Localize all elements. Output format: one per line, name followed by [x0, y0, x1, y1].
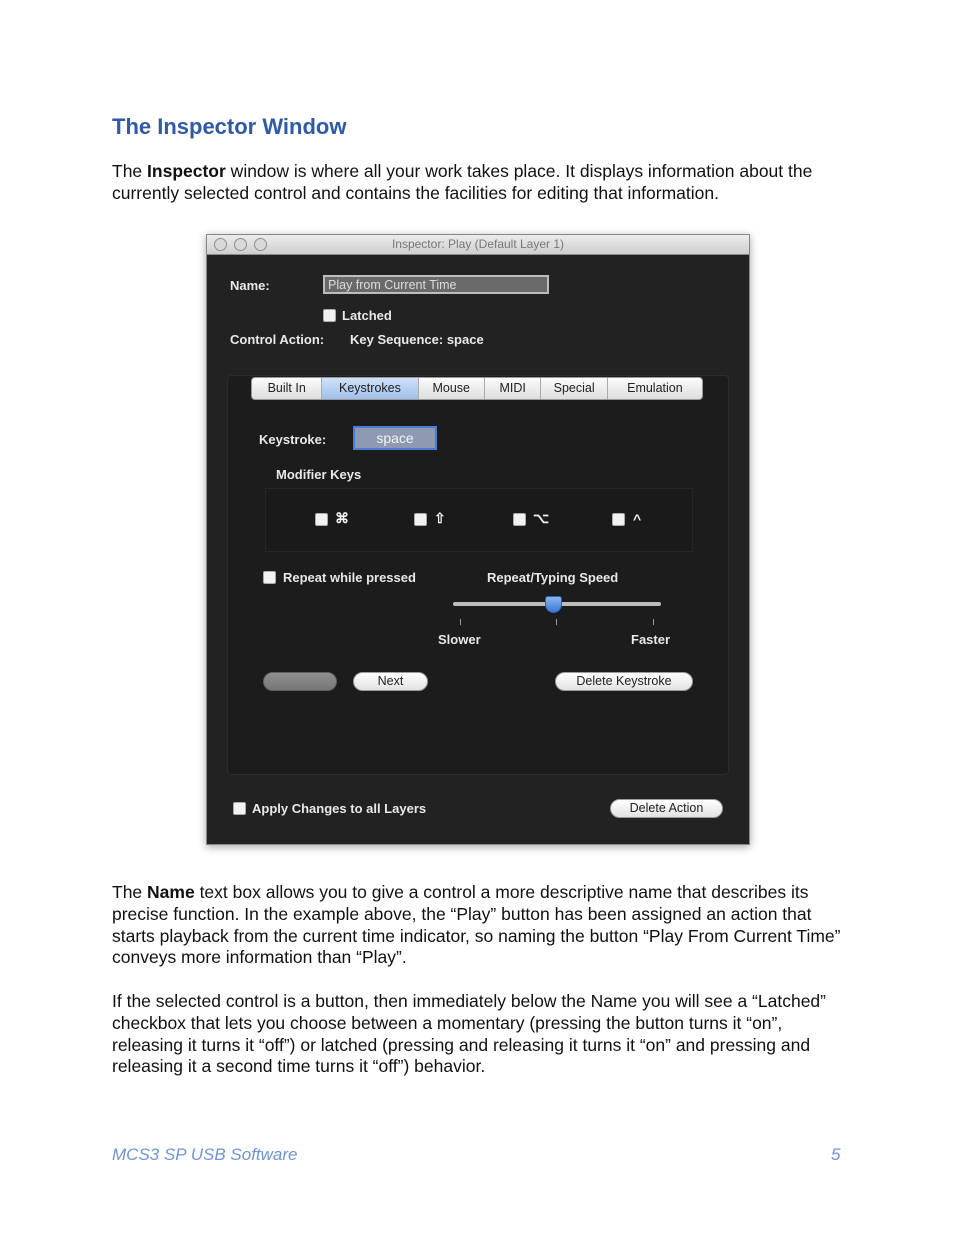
option-checkbox[interactable]	[513, 513, 526, 526]
inspector-term: Inspector	[147, 161, 226, 181]
repeat-label: Repeat while pressed	[283, 570, 416, 585]
speed-label: Repeat/Typing Speed	[487, 570, 619, 585]
page-number: 5	[831, 1145, 841, 1164]
apply-all-layers-checkbox[interactable]	[233, 802, 246, 815]
latched-paragraph: If the selected control is a button, then immediately below the Name you will see a “Latched” checkbox that lets you choose between a momentary (pressing the button turns it “on”, releasing it turns it “off”) or latched (pressing and releasing it turns it “on” and pressing and releasing it a second time turns it “off”) behavior.	[112, 991, 826, 1077]
footer-title: MCS3 SP USB Software	[112, 1145, 298, 1164]
shift-checkbox[interactable]	[414, 513, 427, 526]
command-key-icon: ⌘	[335, 510, 349, 526]
name-term: Name	[147, 882, 195, 902]
slider-tick	[556, 619, 557, 625]
inspector-window	[206, 234, 750, 845]
control-action-label: Control Action:	[230, 332, 325, 347]
next-button[interactable]: Next	[353, 672, 428, 691]
slower-label: Slower	[438, 632, 481, 647]
slider-tick	[460, 619, 461, 625]
repeat-checkbox[interactable]	[263, 571, 276, 584]
speed-slider-thumb[interactable]	[545, 596, 562, 613]
window-title: Inspector: Play (Default Layer 1)	[391, 237, 565, 251]
name-paragraph: The Name text box allows you to give a control a more descriptive name that describes its precise function. In the example above, the “Play” button has been assigned an action that starts playback from the current time indicator, so naming the button “Play From Current Time” conveys more information than “Play”.	[112, 882, 841, 968]
shift-key-icon: ⇧	[434, 510, 446, 526]
tab-mouse[interactable]: Mouse	[419, 378, 485, 399]
delete-action-button[interactable]: Delete Action	[610, 799, 723, 818]
control-checkbox[interactable]	[612, 513, 625, 526]
latched-checkbox[interactable]	[323, 309, 336, 322]
control-action-value: Key Sequence: space	[350, 332, 484, 347]
command-checkbox[interactable]	[315, 513, 328, 526]
tab-special[interactable]: Special	[541, 378, 607, 399]
faster-label: Faster	[631, 632, 671, 647]
tab-emulation[interactable]: Emulation	[627, 381, 683, 395]
option-key-icon: ⌥	[533, 510, 550, 526]
control-key-icon: ^	[633, 511, 642, 527]
tab-built-in[interactable]: Built In	[252, 378, 322, 399]
tab-midi[interactable]: MIDI	[485, 378, 542, 399]
intro-paragraph: The Inspector window is where all your work takes place. It displays information about the currently selected control and contains the facilities for editing that information.	[112, 161, 813, 203]
slider-tick	[653, 619, 654, 625]
modifier-keys-label: Modifier Keys	[276, 467, 362, 482]
name-field[interactable]: Play from Current Time	[323, 275, 549, 294]
latched-label: Latched	[342, 308, 392, 323]
modifier-keys-group	[265, 488, 693, 552]
tab-keystrokes[interactable]: Keystrokes	[322, 378, 418, 399]
previous-button[interactable]	[263, 672, 337, 691]
page-heading: The Inspector Window	[112, 114, 347, 139]
name-label: Name:	[230, 278, 270, 293]
keystroke-field[interactable]: space	[353, 426, 437, 450]
keystroke-label: Keystroke:	[259, 432, 327, 447]
action-tabs	[251, 377, 703, 400]
delete-keystroke-button[interactable]: Delete Keystroke	[555, 672, 693, 691]
window-titlebar	[207, 235, 749, 255]
apply-all-layers-label: Apply Changes to all Layers	[252, 801, 427, 816]
